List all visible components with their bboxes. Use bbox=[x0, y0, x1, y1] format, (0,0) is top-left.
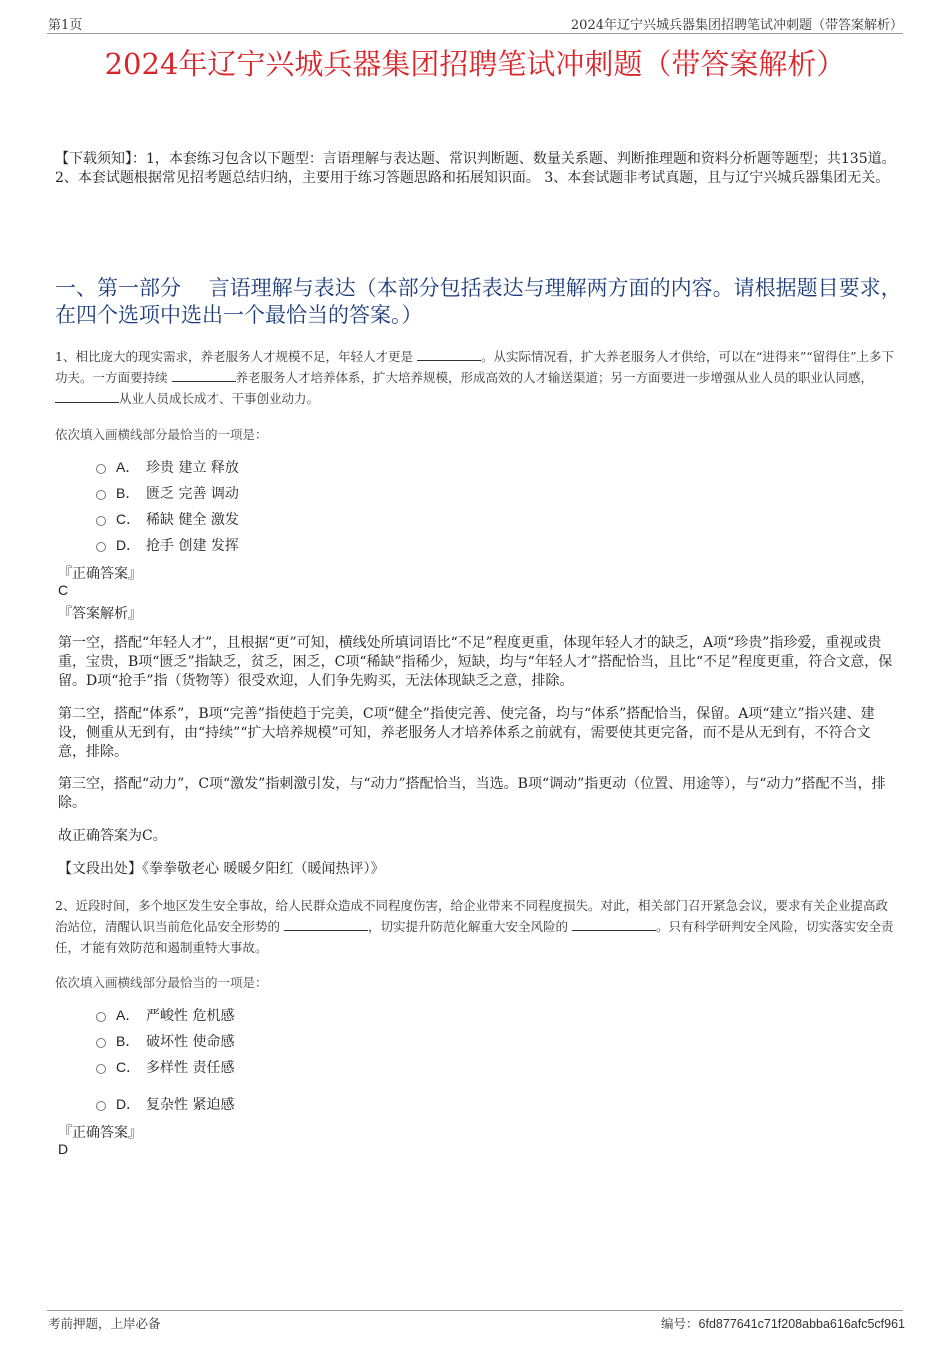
question-2-text: 2、近段时间，多个地区发生安全事故，给人民群众造成不同程度伤害，给企业带来不同程度损失。对此，相关部门召开紧急会议，要求有关企业提高政治站位，清醒认识当前危化品安全形势的 ，切实提升防范化解重大安全风险的 。只有科学研判安全风险，切实落实安全责任，才能有效防范和遏制重特大事故。 bbox=[55, 898, 894, 955]
footer-code: 编号：6fd877641c71f208abba616afc5cf961 bbox=[661, 1316, 905, 1331]
q2-option-c[interactable]: C． 多样性 责任感 bbox=[96, 1057, 234, 1077]
page-number: 第1页 bbox=[48, 18, 83, 33]
q1-answer-label: 『正确答案』 bbox=[58, 566, 142, 582]
section-title: 一、第一部分 言语理解与表达（本部分包括表达与理解两方面的内容。请根据题目要求，在四个选项中选出一个最恰当的答案。） bbox=[55, 276, 902, 327]
q1-analysis-label: 『答案解析』 bbox=[58, 606, 142, 622]
question-2-prompt: 依次填入画横线部分最恰当的一项是： bbox=[55, 975, 268, 990]
q2-option-b[interactable]: B． 破坏性 使命感 bbox=[96, 1031, 234, 1051]
q1-answer: C bbox=[58, 582, 69, 598]
blank-2 bbox=[172, 369, 236, 382]
blank-3 bbox=[55, 390, 119, 403]
q1-analysis-para-1: 第一空，搭配“年轻人才”，且根据“更”可知，横线处所填词语比“不足”程度更重，体现年轻人才的缺乏，A项“珍贵”指珍爱，重视或贵重，宝贵，B项“匮乏”指缺乏，贫乏，困乏，C项“稀缺”指稀少，短缺，均与“年轻人才”搭配恰当，且比“不足”程度更重，符合文意，保留。D项“抢手”指（货物等）很受欢迎，人们争先购买，无法体现缺乏之意，排除。 bbox=[58, 635, 893, 689]
blank-1 bbox=[417, 348, 481, 361]
radio-icon[interactable] bbox=[96, 542, 106, 552]
question-1-text: 1、相比庞大的现实需求，养老服务人才规模不足，年轻人才更是 。从实际情况看，扩大养老服务人才供给，可以在“进得来”“留得住”上多下功夫。一方面要持续 养老服务人才培养体系，扩大培养规模，形成高效的人才输送渠道；另一方面要进一步增强从业人员的职业认同感， 从业人员成长成才、干事创业动力。 bbox=[55, 349, 895, 406]
q1-analysis-para-2: 第二空，搭配“体系”，B项“完善”指使趋于完美，C项“健全”指使完善、使完备，均与“体系”搭配恰当，保留。A项“建立”指兴建、建设，侧重从无到有，由“持续”“扩大培养规模”可知，养老服务人才培养体系之前就有，需要使其更完备，而不是从无到有，不符合文意，排除。 bbox=[58, 706, 875, 760]
radio-icon[interactable] bbox=[96, 464, 106, 474]
q2-option-d[interactable]: D． 复杂性 紧迫感 bbox=[96, 1094, 234, 1114]
blank-2 bbox=[572, 918, 656, 931]
header-divider bbox=[47, 33, 903, 34]
question-1-prompt: 依次填入画横线部分最恰当的一项是： bbox=[55, 427, 268, 442]
q1-option-d[interactable]: D． 抢手 创建 发挥 bbox=[96, 535, 239, 555]
q1-conclusion: 故正确答案为C。 bbox=[58, 828, 167, 844]
footer-slogan: 考前押题，上岸必备 bbox=[48, 1316, 161, 1331]
q1-source: 【文段出处】《拳拳敬老心 暖暖夕阳红（暖闻热评）》 bbox=[58, 861, 385, 877]
radio-icon[interactable] bbox=[96, 490, 106, 500]
radio-icon[interactable] bbox=[96, 516, 106, 526]
header-doc-title: 2024年辽宁兴城兵器集团招聘笔试冲刺题（带答案解析） bbox=[570, 18, 903, 33]
radio-icon[interactable] bbox=[96, 1038, 106, 1048]
q2-option-a[interactable]: A． 严峻性 危机感 bbox=[96, 1005, 234, 1025]
q1-option-a[interactable]: A． 珍贵 建立 释放 bbox=[96, 457, 239, 477]
footer-divider bbox=[47, 1310, 903, 1311]
document-title: 2024年辽宁兴城兵器集团招聘笔试冲刺题（带答案解析） bbox=[104, 47, 846, 81]
blank-1 bbox=[284, 918, 368, 931]
radio-icon[interactable] bbox=[96, 1101, 106, 1111]
radio-icon[interactable] bbox=[96, 1012, 106, 1022]
q2-answer: D bbox=[58, 1141, 69, 1157]
q1-option-b[interactable]: B． 匮乏 完善 调动 bbox=[96, 483, 239, 503]
q2-answer-label: 『正确答案』 bbox=[58, 1125, 142, 1141]
radio-icon[interactable] bbox=[96, 1064, 106, 1074]
download-notice: 【下载须知】：1，本套练习包含以下题型：言语理解与表达题、常识判断题、数量关系题、判断推理题和资料分析题等题型；共135道。 2、本套试题根据常见招考题总结归纳，主要用于练习答题思路和拓展知识面。 3、本套试题非考试真题，且与辽宁兴城兵器集团无关。 bbox=[55, 151, 896, 186]
q1-analysis-para-3: 第三空，搭配“动力”，C项“激发”指刺激引发，与“动力”搭配恰当，当选。B项“调动”指更动（位置、用途等），与“动力”搭配不当，排除。 bbox=[58, 776, 886, 811]
q1-option-c[interactable]: C． 稀缺 健全 激发 bbox=[96, 509, 239, 529]
